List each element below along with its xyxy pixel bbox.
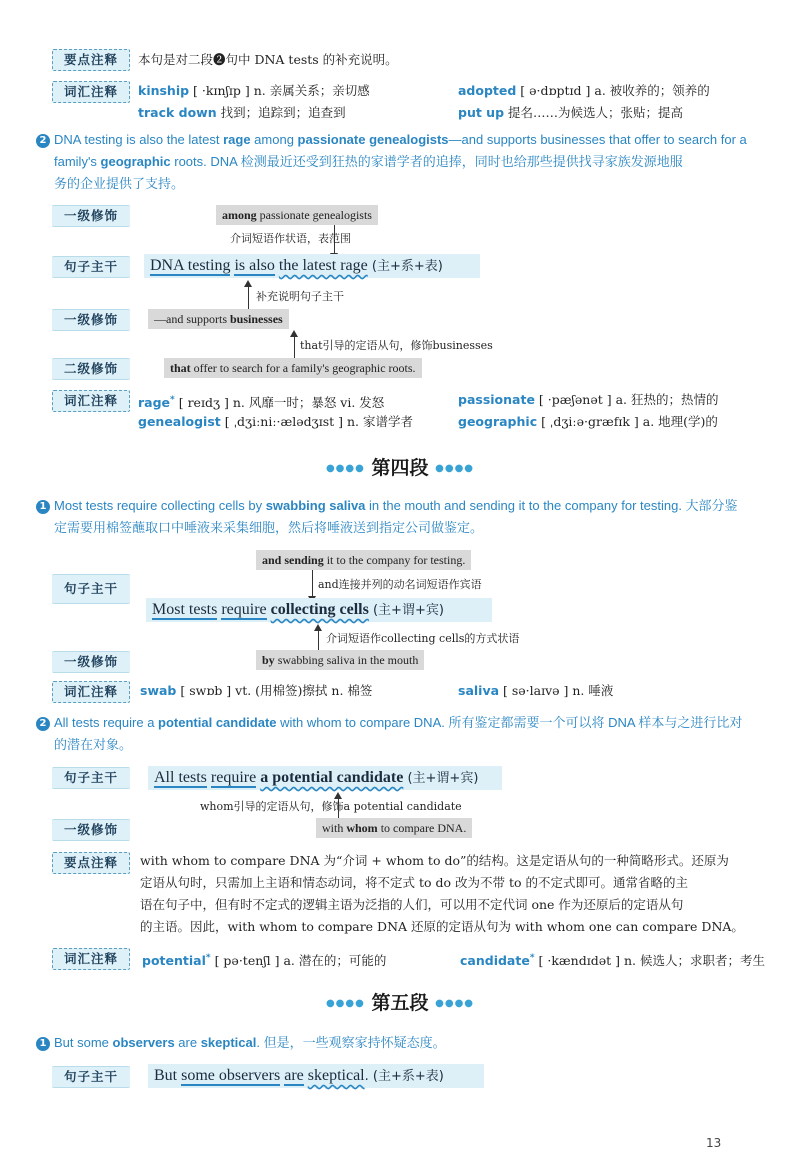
sentence-3-2-line3: 务的企业提供了支持。 xyxy=(54,176,185,191)
tag-vocabulary-2: 词汇注释 xyxy=(52,390,130,412)
sentence-number-badge: 1 xyxy=(36,500,50,514)
modifier-by-swabbing: by swabbing saliva in the mouth xyxy=(256,650,424,670)
vocab-saliva: saliva [ sə·laɪvə ] n. 唾液 xyxy=(458,683,614,698)
sentence-4-1-line2: 定需要用棉签蘸取口中唾液来采集细胞，然后将唾液送到指定公司做鉴定。 xyxy=(54,520,484,535)
tag-vocabulary: 词汇注释 xyxy=(52,81,130,103)
sentence-4-2-line1: 2 All tests require a potential candidate with whom to compare DNA. 所有鉴定都需要一个可以将 DNA 样本与之进行比对 xyxy=(36,714,742,732)
key-point-text: 本句是对二段❷句中 DNA tests 的补充说明。 xyxy=(138,52,398,67)
sentence-5-1: 1 But some observers are skeptical. 但是，一些观察家持怀疑态度。 xyxy=(36,1034,446,1052)
main-clause-4-2: All tests require a potential candidate (主+谓+宾) xyxy=(148,766,502,790)
vocab-rage: rage* [ reɪdʒ ] n. 风靡一时；暴怒 vi. 发怒 xyxy=(138,395,385,411)
vocab-swab: swab [ swɒb ] vt. (用棉签)擦拭 n. 棉签 xyxy=(140,683,373,698)
section-heading-5: ●●●● 第五段 ●●●● xyxy=(325,992,475,1014)
modifier-among: among passionate genealogists xyxy=(216,205,378,225)
connector-line xyxy=(294,336,295,358)
tag-main-clause-5-1: 句子主干 xyxy=(52,1066,130,1088)
main-clause-4-1: Most tests require collecting cells (主+谓+宾) xyxy=(146,598,492,622)
section-heading-4: ●●●● 第四段 ●●●● xyxy=(325,457,475,479)
note-supplement: 补充说明句子主干 xyxy=(256,290,344,303)
tag-key-points: 要点注释 xyxy=(52,49,130,71)
tag-level1-modifier-4-1: 一级修饰 xyxy=(52,651,130,673)
connector-line xyxy=(318,628,319,650)
key-points-4-2: with whom to compare DNA 为“介词 + whom to do”的结构。这是定语从句的一种简略形式。还原为 定语从句时，只需加上主语和情态动词，将不定式 to do 改为不带 to 的不定式即可。通常省略的主 语在句子中，但有时不定式的逻辑主语为泛指的人们，可以用不定代词 one 作为还原后的定语从句 的主语。因此，with whom to compare DNA 还原的定语从句为 with whom one can compare DNA。 xyxy=(140,853,744,934)
sentence-number-badge: 1 xyxy=(36,1037,50,1051)
sentence-number-badge: 2 xyxy=(36,134,50,148)
connector-line xyxy=(248,286,249,310)
main-clause-3-2: DNA testing is also the latest rage (主+系+表) xyxy=(144,254,480,278)
note-and-sending: and连接并列的动名词短语作宾语 xyxy=(318,578,482,591)
tag-vocabulary-4-2: 词汇注释 xyxy=(52,948,130,970)
sentence-3-2-line2: family's geographic roots. DNA 检测最近还受到狂热的家谱学者的追捧，同时也给那些提供找寻家族发源地服 xyxy=(54,154,683,169)
modifier-and-supports: —and supports businesses xyxy=(148,309,289,329)
tag-key-points-4-2: 要点注释 xyxy=(52,852,130,874)
sentence-4-1-line1: 1 Most tests require collecting cells by swabbing saliva in the mouth and sending it to the company for testing. 大部分鉴 xyxy=(36,497,738,515)
tag-level1-modifier-4-2: 一级修饰 xyxy=(52,819,130,841)
vocab-put-up: put up 提名……为候选人；张贴；提高 xyxy=(458,105,684,120)
vocab-kinship: kinship [ ·kɪnʃɪp ] n. 亲属关系；亲切感 xyxy=(138,83,370,98)
tag-main-clause-4-1: 句子主干 xyxy=(52,574,130,604)
vocab-adopted: adopted [ ə·dɒptɪd ] a. 被收养的；领养的 xyxy=(458,83,710,98)
sentence-3-2-line1: 2 DNA testing is also the latest rage among passionate genealogists—and supports businesses that offer to search for a xyxy=(36,131,747,149)
main-clause-5-1: But some observers are skeptical. (主+系+表) xyxy=(148,1064,484,1088)
vocab-candidate: candidate* [ ·kændɪdət ] n. 候选人；求职者；考生 xyxy=(460,953,765,969)
modifier-and-sending: and sending it to the company for testing. xyxy=(256,550,471,570)
vocab-track-down: track down 找到；追踪到；追查到 xyxy=(138,105,346,120)
tag-level1-modifier-2: 一级修饰 xyxy=(52,309,130,331)
vocab-passionate: passionate [ ·pæʃənət ] a. 狂热的；热情的 xyxy=(458,392,719,407)
arrow-up-icon xyxy=(244,280,252,287)
tag-vocabulary-4-1: 词汇注释 xyxy=(52,681,130,703)
connector-line xyxy=(312,570,313,598)
note-whom-clause: whom引导的定语从句，修饰a potential candidate xyxy=(200,800,462,813)
vocab-potential: potential* [ pə·tenʃl ] a. 潜在的；可能的 xyxy=(142,953,387,969)
tag-level2-modifier: 二级修饰 xyxy=(52,358,130,380)
tag-main-clause: 句子主干 xyxy=(52,256,130,278)
note-among: 介词短语作状语，表范围 xyxy=(230,232,351,245)
vocab-geographic: geographic [ ˌdʒiːə·græfɪk ] a. 地理(学)的 xyxy=(458,414,718,429)
tag-level1-modifier: 一级修饰 xyxy=(52,205,130,227)
page-number: 13 xyxy=(706,1136,722,1150)
arrow-up-icon xyxy=(290,330,298,337)
sentence-4-2-line2: 的潜在对象。 xyxy=(54,737,133,752)
modifier-that-clause: that offer to search for a family's geographic roots. xyxy=(164,358,422,378)
modifier-with-whom: with whom to compare DNA. xyxy=(316,818,472,838)
tag-main-clause-4-2: 句子主干 xyxy=(52,767,130,789)
note-by-phrase: 介词短语作collecting cells的方式状语 xyxy=(326,632,520,645)
sentence-number-badge: 2 xyxy=(36,717,50,731)
vocab-genealogist: genealogist [ ˌdʒiːniː·ælədʒɪst ] n. 家谱学者 xyxy=(138,414,413,429)
note-that-clause: that引导的定语从句，修饰businesses xyxy=(300,339,493,352)
arrow-up-icon xyxy=(314,624,322,631)
